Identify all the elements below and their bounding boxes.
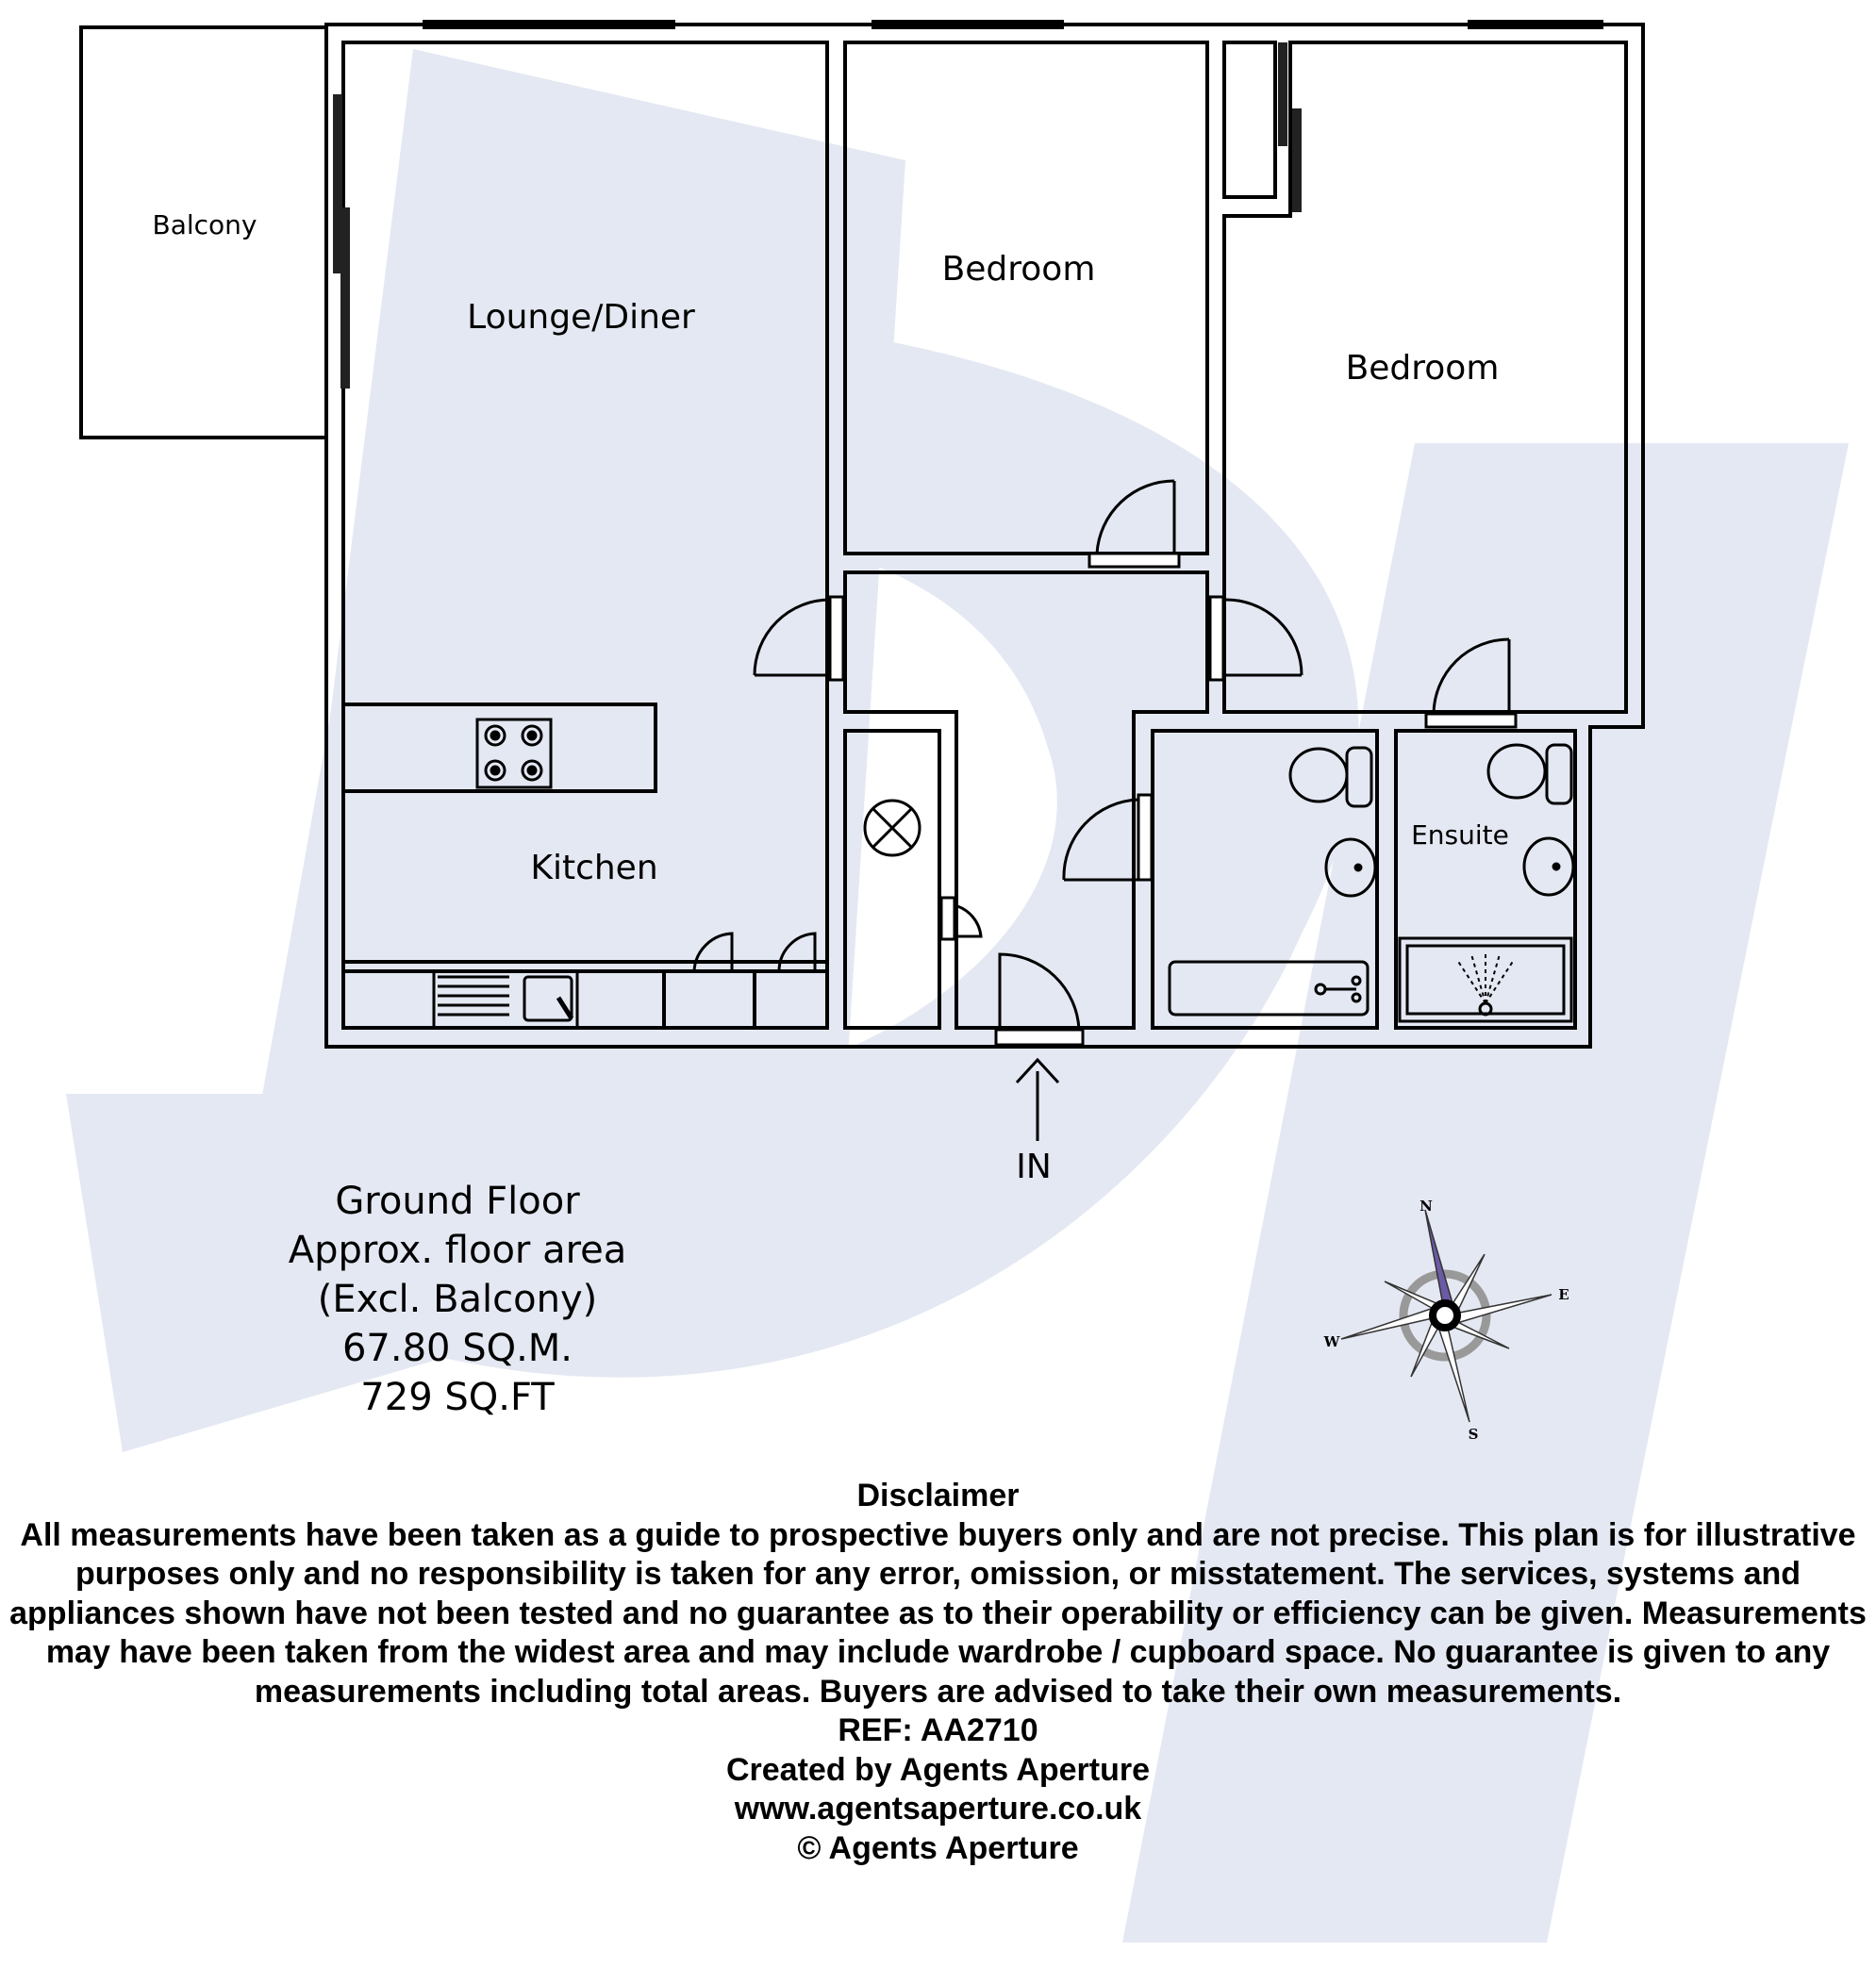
website-link[interactable]: www.agentsaperture.co.uk — [734, 1791, 1142, 1827]
floor-area-summary — [189, 1177, 726, 1422]
area-sqm: 67.80 SQ.M. — [341, 1327, 573, 1370]
room-label-balcony: Balcony — [152, 209, 257, 240]
area-label: Approx. floor area — [288, 1229, 627, 1272]
disclaimer-body: All measurements have been taken as a guide to prospective buyers only and are not precise. This plan is for illustrative purposes only and no responsibility is taken for any error, omission, or misstatement. The services, systems and appliances shown have not been tested and no guarantee as to their operability or efficiency can be given. Measurements may have been taken from the widest area and may include wardrobe / cupboard space. No guarantee is given to any measurements including total areas. Buyers are advised to take their own measurements. — [9, 1516, 1867, 1710]
disclaimer — [0, 1477, 1876, 1868]
disclaimer-title: Disclaimer — [856, 1478, 1020, 1513]
copyright: © Agents Aperture — [797, 1829, 1079, 1866]
room-label-lounge: Lounge/Diner — [467, 298, 695, 337]
reference: REF: AA2710 — [838, 1712, 1038, 1748]
compass-e: E — [1558, 1286, 1569, 1303]
room-label-ensuite: Ensuite — [1411, 819, 1509, 851]
floor-name: Ground Floor — [335, 1180, 580, 1223]
area-sqft: 729 SQ.FT — [360, 1376, 555, 1419]
compass-n: N — [1419, 1198, 1433, 1215]
room-label-bedroom-1: Bedroom — [941, 250, 1096, 289]
room-label-kitchen: Kitchen — [530, 849, 658, 887]
compass-s: S — [1468, 1426, 1479, 1443]
compass-w: W — [1323, 1333, 1340, 1350]
entrance-label: IN — [1016, 1148, 1052, 1186]
extractor-fan-icon — [865, 801, 920, 855]
area-note: (Excl. Balcony) — [317, 1278, 598, 1321]
creator: Created by Agents Aperture — [725, 1751, 1151, 1788]
room-label-bedroom-2: Bedroom — [1345, 349, 1500, 388]
